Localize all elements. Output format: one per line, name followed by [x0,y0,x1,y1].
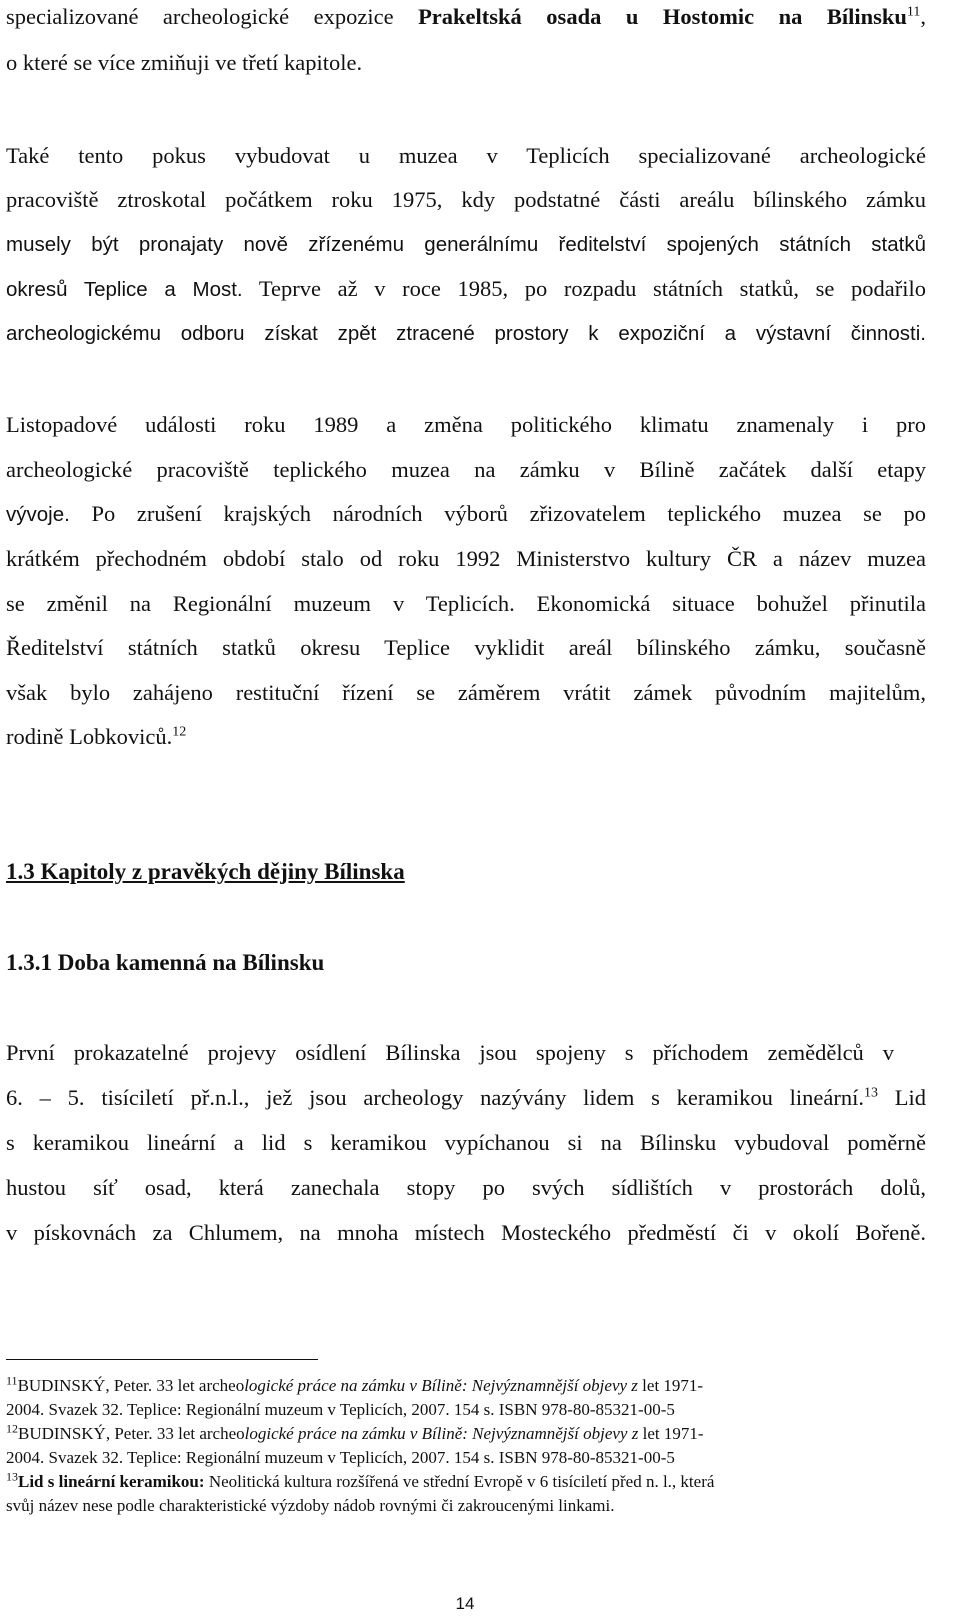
page-number: 14 [455,1594,475,1613]
text-span: 6. – 5. tisíciletí př.n.l., jež jsou archeology nazývány lidem s keramikou lineární. [6,1085,864,1110]
footnote-text: Neolitická kultura rozšířená ve střední Evropě v 6 tisíciletí před n. l., která [204,1472,715,1491]
footnote-ref-13[interactable]: 13 [863,1085,878,1101]
paragraph-line [6,2,926,32]
footnote-separator [6,1359,318,1360]
paragraph-line: Také tento pokus vybudovat u muzea v Teplicích specializované archeologické [6,143,926,168]
footnote-title-italic: logické práce na zámku v Bílině: Nejvýznamnější objevy z [244,1424,639,1443]
text-span: okresů Teplice a Most. [6,278,243,301]
paragraph-line: archeologickému odboru získat zpět ztracené prostory k expoziční a výstavní činnosti. [6,322,926,345]
text-span: specializované archeologické expozice [6,4,419,29]
footnote-title: let 1971- [637,1376,704,1395]
footnote-13-line2: svůj název nese podle charakteristické výzdoby nádob rovnými či zakroucenými linkami. [6,1496,615,1515]
paragraph-line: však bylo zahájeno restituční řízení se záměrem vrátit zámek původním majitelům, [6,680,926,705]
paragraph-line: Ředitelství státních statků okresu Teplice vyklidit areál bílinského zámku, současně [6,635,926,660]
text-span: Lid [877,1085,927,1110]
footnote-title-italic: logické práce na zámku v Bílině: Nejvýznamnější objevy z [244,1376,638,1395]
footnote-author: BUDINSKÝ, Peter. [18,1424,153,1443]
text-span: vývoje. [6,503,70,526]
footnote-title: let 1971- [638,1424,704,1443]
text-span: Po zrušení krajských národních výborů zřizovatelem teplického muzea se po [69,501,926,526]
footnote-number: 11 [6,1373,18,1388]
footnote-title: 33 let archeo [152,1424,245,1443]
exhibition-name: Prakeltská osada u Hostomic na Bílinsku [418,4,907,29]
footnote-term: Lid s lineární keramikou: [18,1472,205,1491]
paragraph-line: archeologické pracoviště teplického muzea na zámku v Bílině začátek další etapy [6,457,926,482]
text-span: rodině Lobkoviců. [6,724,173,749]
paragraph-line [6,274,926,305]
footnote-12-line2: 2004. Svazek 32. Teplice: Regionální muzeum v Teplicích, 2007. 154 s. ISBN 978-80-85321-00-5 [6,1448,675,1467]
paragraph-line: První prokazatelné projevy osídlení Bílinska jsou spojeny s příchodem zemědělců v [6,1040,894,1065]
footnote-number: 13 [6,1469,18,1484]
paragraph-line: hustou síť osad, která zanechala stopy po svých sídlištích v prostorách dolů, [6,1175,926,1200]
section-heading: 1.3 Kapitoly z pravěkých dějiny Bílinska [6,859,405,884]
paragraph-line: s keramikou lineární a lid s keramikou vypíchanou si na Bílinsku vybudoval poměrně [6,1130,926,1155]
paragraph-line [6,499,926,530]
footnote-11 [6,1375,916,1397]
paragraph-line: se změnil na Regionální muzeum v Teplicích. Ekonomická situace bohužel přinutila [6,591,926,616]
footnote-11-line2: 2004. Svazek 32. Teplice: Regionální muzeum v Teplicích, 2007. 154 s. ISBN 978-80-85321-00-5 [6,1400,675,1419]
footnote-title: 33 let archeo [152,1376,245,1395]
paragraph-line: v pískovnách za Chlumem, na mnoha místech Mosteckého předměstí či v okolí Bořeně. [6,1220,926,1245]
paragraph-line [6,1083,926,1113]
paragraph-line: musely být pronajaty nově zřízenému generálnímu ředitelství spojených státních statků [6,233,926,256]
footnote-13 [6,1471,916,1493]
paragraph-line: pracoviště ztroskotal počátkem roku 1975, kdy podstatné části areálu bílinského zámku [6,187,926,212]
subsection-heading: 1.3.1 Doba kamenná na Bílinsku [6,950,325,975]
footnote-12 [6,1423,916,1445]
paragraph-line: krátkém přechodném období stalo od roku 1992 Ministerstvo kultury ČR a název muzea [6,546,926,571]
footnote-author: BUDINSKÝ, Peter. [17,1376,153,1395]
text-span: Teprve až v roce 1985, po rozpadu státních statků, se podařilo [242,276,926,301]
paragraph-line: Listopadové události roku 1989 a změna politického klimatu znamenaly i pro [6,412,926,437]
footnote-ref-12[interactable]: 12 [172,724,187,740]
paragraph-line: o které se více zmiňuji ve třetí kapitole. [6,50,363,75]
paragraph-line [6,722,926,752]
footnote-number: 12 [6,1421,18,1436]
text-span: , [920,4,926,29]
footnote-ref-11[interactable]: 11 [906,4,921,20]
